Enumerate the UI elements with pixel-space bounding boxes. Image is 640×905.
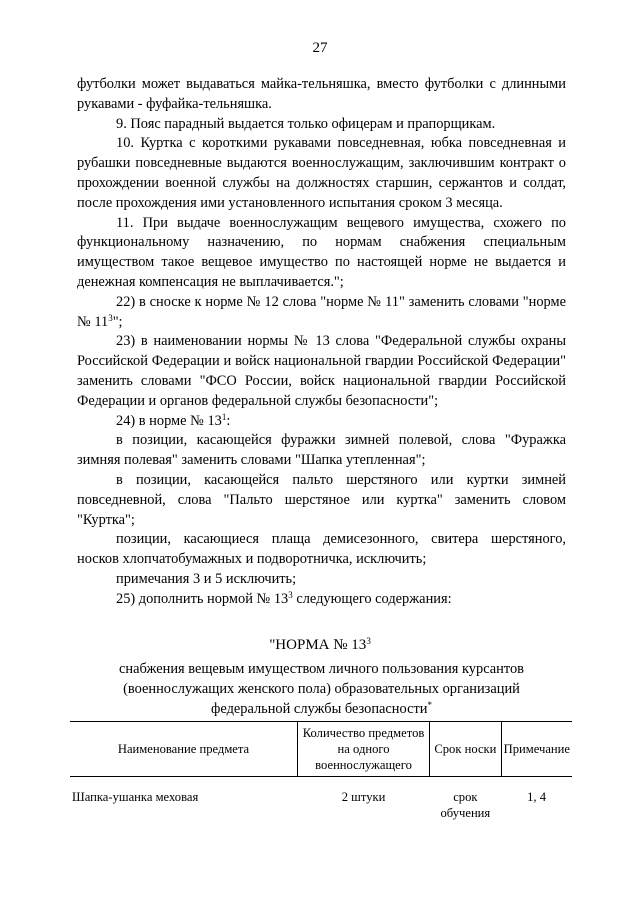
paragraph: примечания 3 и 5 исключить; [116, 570, 297, 587]
paragraph: в позиции, касающейся фуражки зимней полевой, слова "Фуражка зимняя полевая" заменить словами "Шапка утепленная"; [77, 432, 566, 469]
cell-quantity: 2 штуки [341, 790, 386, 804]
paragraph: в позиции, касающейся пальто шерстяного или куртки зимней повседневной, слова "Пальто шерстяное или куртка" заменить словом "Куртка"; [77, 471, 566, 528]
cell-note: 1, 4 [527, 790, 546, 804]
table-header-row [70, 722, 572, 777]
paragraph: 22) в сноске к норме № 12 слова "норме № 11" заменить словами "норме № $11^3$"; [77, 293, 566, 330]
col-header-item: Наименование предмета [70, 722, 297, 777]
cell-item: Шапка-ушанка меховая [72, 790, 199, 804]
paragraph: футболки может выдаваться майка-тельняшка, вместо футболки с длинными рукавами - фуфайка-тельняшка. [77, 76, 566, 112]
col-header-quantity: Количество предметов на одного военнослужащего [297, 722, 429, 777]
col-header-wear-period: Срок носки [430, 722, 502, 777]
norm-heading: "НОРМА № $13^3$ [269, 636, 371, 653]
paragraph: 24) в норме № $13^1$: [116, 411, 231, 429]
paragraph: 11. При выдаче военнослужащим вещевого имущества, схожего по функциональному назначению, по нормам снабжения специальным имуществом такое вещевое имущество по настоящей норме не выдается и денежная компенсация не выплачивается."; [77, 214, 566, 290]
paragraph: позиции, касающиеся плаща демисезонного, свитера шерстяного, носков хлопчатобумажных и подворотничка, исключить; [77, 531, 566, 568]
paragraph: 23) в наименовании нормы № 13 слова "Федеральной службы охраны Российской Федерации и войск национальной гвардии Российской Федерации" заменить словами "ФСО России, войск национальной гвардии Российской Федерации и органов федеральной службы безопасности"; [77, 333, 566, 409]
paragraph: 10. Куртка с короткими рукавами повседневная, юбка повседневная и рубашки повседневные выдаются военнослужащим, заключившим контракт о прохождении военной службы на должностях старшин, сержантов и солдат, после прохождения ими установленного испытания сроком 3 месяца. [77, 135, 566, 211]
norm-subheading: снабжения вещевым имуществом личного пользования курсантов (военнослужащих женского пола) образовательных организаций федеральной службы безопасности* [119, 661, 524, 717]
page-number: 27 [312, 40, 328, 56]
col-header-note: Примечание [501, 722, 572, 777]
cell-wear-period: срок обучения [440, 790, 491, 820]
table-row [70, 777, 572, 825]
norm-table [70, 721, 572, 824]
document-body [77, 75, 566, 610]
paragraph: 25) дополнить нормой № $13^3$ следующего содержания: [116, 589, 452, 607]
paragraph: 9. Пояс парадный выдается только офицерам и прапорщикам. [116, 115, 496, 132]
